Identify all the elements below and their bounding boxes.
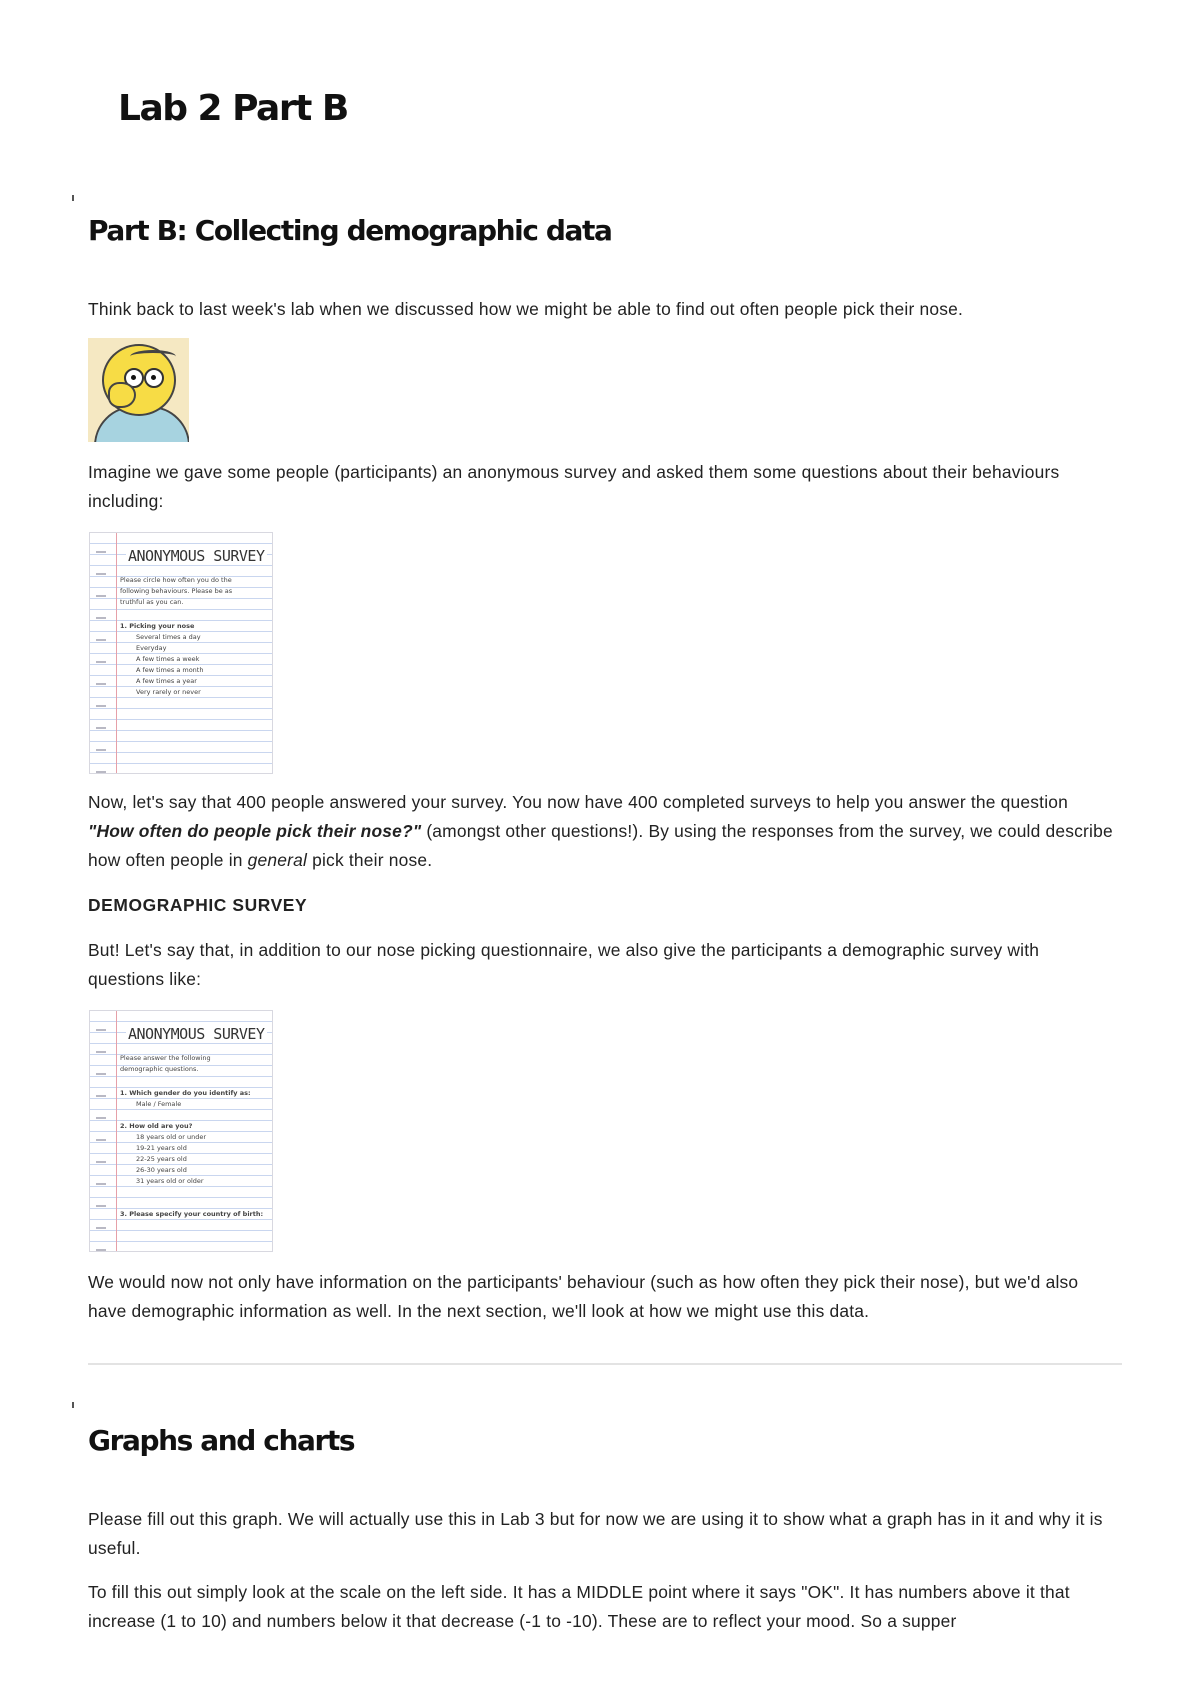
survey2-intro: Please answer the following demographic questions. (120, 1054, 211, 1073)
anonymous-survey-image-behaviour: ANONYMOUS SURVEY Please circle how often you do the following behaviours. Please be as truthful as you can. 1. Picking your nose Several times a day Everyday A few times a week A few times a month A few times a year Very rarely or never (89, 532, 273, 774)
survey2-age-options: 18 years old or under 19-21 years old 22-25 years old 26-30 years old 31 years old or older (136, 1133, 207, 1185)
anonymous-survey-image-demographic: ANONYMOUS SURVEY Please answer the following demographic questions. 1. Which gender do you identify as: Male / Female 2. How old are you? 18 years old or under 19-21 years old 22-25 years old 26-30 years old 31 years old or older 3. Please specify your country of birth: (89, 1010, 273, 1252)
section-heading-graphs: Graphs and charts (88, 1424, 355, 1457)
paragraph-400-people: Now, let's say that 400 people answered your survey. You now have 400 completed surveys to help you answer the question "How often do people pick their nose?" (amongst other questions!). By using the responses from the survey, we could describe how often people in general pick their nose. (88, 792, 1113, 870)
paragraph-conclusion: We would now not only have information on the participants' behaviour (such as how often they pick their nose), but we'd also have demographic information as well. In the next section, we'll look at how we might use this data. (88, 1272, 1079, 1321)
paragraph-intro: Think back to last week's lab when we discussed how we might be able to find out often people pick their nose. (88, 299, 964, 319)
page-title: Lab 2 Part B (118, 88, 348, 129)
paragraph-scale-instructions: To fill this out simply look at the scale on the left side. It has a MIDDLE point where it says "OK". It has numbers above it that increase (1 to 10) and numbers below it that decrease (-1 to -10). These are to reflect your mood. So a supper (88, 1582, 1070, 1631)
paragraph-imagine: Imagine we gave some people (participants) an anonymous survey and asked them some questions about their behaviours including: (88, 462, 1060, 511)
section-divider (88, 1363, 1122, 1365)
survey1-intro: Please circle how often you do the following behaviours. Please be as truthful as you can. (120, 576, 233, 606)
survey1-options: Several times a day Everyday A few times a week A few times a month A few times a year Very rarely or never (136, 633, 204, 696)
paragraph-fill-graph: Please fill out this graph. We will actually use this in Lab 3 but for now we are using it to show what a graph has in it and why it is useful. (88, 1509, 1103, 1558)
paragraph-demographic: But! Let's say that, in addition to our nose picking questionnaire, we also give the participants a demographic survey with questions like: (88, 940, 1040, 989)
section-anchor-marker (72, 195, 74, 201)
subheading-demographic-survey: DEMOGRAPHIC SURVEY (88, 895, 308, 915)
section-heading-demographic: Part B: Collecting demographic data (88, 214, 612, 247)
nose-picking-kid-image (88, 338, 189, 442)
section-anchor-marker (72, 1402, 74, 1408)
